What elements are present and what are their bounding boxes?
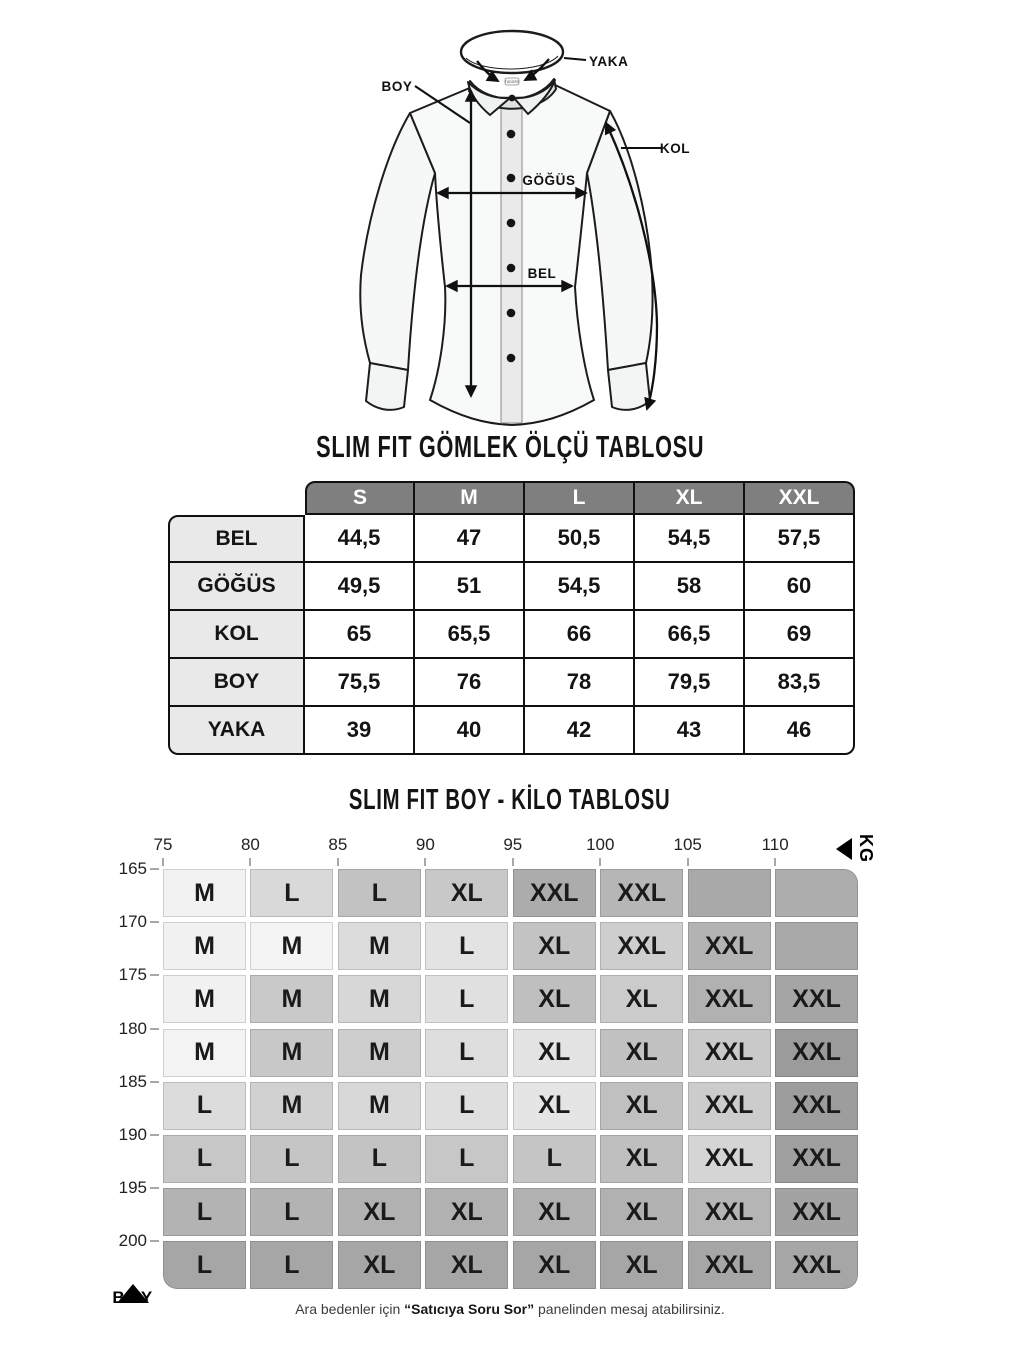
fit-cell: XL — [425, 1188, 508, 1236]
size-value-cell: 75,5 — [305, 659, 415, 707]
fit-cell: M — [338, 1082, 421, 1130]
size-value-cell: 50,5 — [525, 515, 635, 563]
shirt-placket — [501, 97, 522, 423]
size-value-cell: 39 — [305, 707, 415, 755]
fit-cell — [775, 869, 858, 917]
height-tick-label: 200 — [118, 1231, 147, 1251]
fit-cell: L — [425, 1029, 508, 1077]
fit-cell: L — [163, 1241, 246, 1289]
height-tick-mark — [150, 1187, 159, 1189]
fit-cell: XL — [513, 1082, 596, 1130]
size-value-cell: 65 — [305, 611, 415, 659]
fit-cell: XXL — [688, 975, 771, 1023]
boy-measure-label: BOY — [381, 79, 413, 94]
size-row-header: GÖĞÜS — [168, 563, 305, 611]
fit-cell: L — [425, 1135, 508, 1183]
fit-chart-title-text: SLIM FIT BOY - KİLO TABLOSU — [349, 784, 671, 816]
weight-tick-mark — [337, 858, 339, 866]
fit-cell: XL — [425, 1241, 508, 1289]
height-tick-label: 175 — [118, 965, 147, 985]
fit-cell: XL — [513, 1188, 596, 1236]
fit-cell: L — [513, 1135, 596, 1183]
height-tick-label: 190 — [118, 1125, 147, 1144]
fit-chart-title — [0, 784, 1020, 817]
shirt-right-cuff — [608, 363, 650, 410]
size-row-header: YAKA — [168, 707, 305, 755]
size-value-cell: 57,5 — [745, 515, 855, 563]
fit-cell: L — [425, 922, 508, 970]
yaka-measure-ellipse — [461, 31, 563, 73]
size-value-cell: 66,5 — [635, 611, 745, 659]
footer-prefix: Ara bedenler için — [295, 1301, 405, 1317]
kol-measure-label: KOL — [659, 141, 691, 156]
weight-tick-mark — [512, 858, 514, 866]
fit-cell: XL — [600, 1135, 683, 1183]
shirt-right-sleeve — [587, 111, 653, 370]
fit-cell: XXL — [688, 1029, 771, 1077]
weight-tick-label: 75 — [153, 835, 173, 854]
size-value-cell: 51 — [415, 563, 525, 611]
fit-cell — [775, 922, 858, 970]
weight-tick-mark — [424, 858, 426, 866]
fit-cell: XL — [425, 869, 508, 917]
weight-tick-label: 85 — [328, 835, 348, 854]
height-tick-mark — [150, 1081, 159, 1083]
height-tick-mark — [150, 1028, 159, 1030]
fit-cell: XL — [338, 1241, 421, 1289]
height-tick-mark — [150, 1240, 159, 1242]
fit-cell: XXL — [775, 1135, 858, 1183]
size-value-cell: 69 — [745, 611, 855, 659]
kg-axis-label: KG — [856, 834, 876, 863]
left-arrow-icon — [836, 838, 852, 860]
fit-cell: M — [163, 975, 246, 1023]
fit-cell: M — [163, 1029, 246, 1077]
fit-cell: L — [163, 1135, 246, 1183]
yaka-measure-label: YAKA — [589, 54, 629, 69]
fit-cell: XXL — [688, 1135, 771, 1183]
fit-cell: XL — [600, 1029, 683, 1077]
fit-cell: M — [250, 1082, 333, 1130]
fit-cell: M — [338, 1029, 421, 1077]
size-value-cell: 79,5 — [635, 659, 745, 707]
fit-cell: XXL — [775, 1188, 858, 1236]
size-table — [168, 481, 855, 755]
bel-measure-label: BEL — [527, 266, 557, 281]
size-table-title-text: SLIM FIT GÖMLEK ÖLÇÜ TABLOSU — [315, 429, 705, 464]
collar-tag-text: TUDORS — [504, 80, 520, 84]
weight-tick-label: 100 — [586, 835, 615, 854]
shirt-left-sleeve — [360, 113, 435, 370]
fit-cell: XL — [600, 1082, 683, 1130]
shirt-diagram — [320, 25, 700, 437]
height-tick-label: 165 — [118, 859, 147, 878]
height-tick-mark — [150, 974, 159, 976]
size-table-title — [0, 429, 1020, 465]
size-value-cell: 54,5 — [525, 563, 635, 611]
weight-tick-mark — [774, 858, 776, 866]
fit-cell: XXL — [688, 1241, 771, 1289]
yaka-leader-line — [564, 58, 586, 60]
size-value-cell: 40 — [415, 707, 525, 755]
size-value-cell: 47 — [415, 515, 525, 563]
size-column-header: XXL — [745, 481, 855, 515]
weight-tick-mark — [599, 858, 601, 866]
fit-cell: M — [338, 922, 421, 970]
fit-cell: M — [338, 975, 421, 1023]
fit-cell: M — [250, 1029, 333, 1077]
fit-cell: L — [250, 1188, 333, 1236]
size-value-cell: 58 — [635, 563, 745, 611]
size-column-header: M — [415, 481, 525, 515]
size-row-header: KOL — [168, 611, 305, 659]
fit-cell — [688, 869, 771, 917]
size-value-cell: 66 — [525, 611, 635, 659]
fit-cell: M — [163, 922, 246, 970]
footer-bold: “Satıcıya Soru Sor” — [404, 1301, 535, 1317]
size-value-cell: 78 — [525, 659, 635, 707]
gogus-measure-label: GÖĞÜS — [522, 173, 576, 188]
fit-cell: XXL — [600, 869, 683, 917]
fit-cell: XL — [338, 1188, 421, 1236]
fit-cell: L — [338, 869, 421, 917]
fit-cell: L — [163, 1188, 246, 1236]
size-value-cell: 83,5 — [745, 659, 855, 707]
weight-tick-label: 95 — [503, 835, 523, 854]
fit-cell: XL — [513, 1241, 596, 1289]
fit-cell: XL — [600, 1241, 683, 1289]
boy-axis-label: BOY — [112, 1288, 154, 1307]
fit-cell: XXL — [775, 1241, 858, 1289]
size-row-header: BOY — [168, 659, 305, 707]
fit-cell: XL — [513, 1029, 596, 1077]
size-value-cell: 49,5 — [305, 563, 415, 611]
fit-cell: XXL — [513, 869, 596, 917]
fit-cell: L — [250, 1135, 333, 1183]
size-value-cell: 42 — [525, 707, 635, 755]
size-column-header: S — [305, 481, 415, 515]
weight-tick-label: 105 — [673, 835, 702, 854]
fit-cell: XL — [600, 975, 683, 1023]
weight-tick-label: 90 — [415, 835, 435, 854]
fit-cell: M — [163, 869, 246, 917]
weight-tick-mark — [249, 858, 251, 866]
weight-tick-label: 80 — [240, 835, 260, 854]
height-tick-mark — [150, 921, 159, 923]
fit-cell: M — [250, 975, 333, 1023]
size-value-cell: 65,5 — [415, 611, 525, 659]
size-value-cell: 76 — [415, 659, 525, 707]
size-value-cell: 60 — [745, 563, 855, 611]
size-value-cell: 46 — [745, 707, 855, 755]
fit-cell: XXL — [688, 922, 771, 970]
kg-axis-marker — [836, 834, 876, 863]
height-tick-label: 180 — [118, 1018, 147, 1038]
height-tick-label: 170 — [118, 912, 147, 932]
height-tick-mark — [150, 868, 159, 870]
fit-cell: XXL — [600, 922, 683, 970]
fit-cell: XXL — [775, 1082, 858, 1130]
weight-tick-mark — [162, 858, 164, 866]
size-value-cell: 54,5 — [635, 515, 745, 563]
weight-axis — [153, 835, 863, 867]
shirt-left-cuff — [366, 363, 408, 410]
weight-tick-label: 110 — [761, 835, 789, 854]
size-value-cell: 43 — [635, 707, 745, 755]
fit-cell: XL — [513, 922, 596, 970]
size-row-header: BEL — [168, 515, 305, 563]
fit-cell: XL — [513, 975, 596, 1023]
fit-cell: L — [425, 975, 508, 1023]
footer-suffix: panelinden mesaj atabilirsiniz. — [534, 1301, 725, 1317]
height-tick-mark — [150, 1134, 159, 1136]
fit-cell: M — [250, 922, 333, 970]
fit-cell: XL — [600, 1188, 683, 1236]
fit-cell: XXL — [775, 975, 858, 1023]
fit-cell: XXL — [775, 1029, 858, 1077]
height-tick-label: 185 — [118, 1071, 147, 1091]
weight-tick-mark — [687, 858, 689, 866]
size-column-header: L — [525, 481, 635, 515]
fit-cell: L — [250, 1241, 333, 1289]
fit-cell: L — [338, 1135, 421, 1183]
height-tick-label: 195 — [118, 1178, 147, 1198]
fit-cell: XXL — [688, 1082, 771, 1130]
fit-cell: L — [163, 1082, 246, 1130]
fit-grid — [163, 869, 858, 1289]
size-column-header: XL — [635, 481, 745, 515]
fit-cell: L — [425, 1082, 508, 1130]
size-value-cell: 44,5 — [305, 515, 415, 563]
footer-note — [0, 1301, 1020, 1317]
size-table-corner — [168, 481, 305, 515]
fit-cell: XXL — [688, 1188, 771, 1236]
height-axis — [100, 859, 160, 1294]
fit-cell: L — [250, 869, 333, 917]
